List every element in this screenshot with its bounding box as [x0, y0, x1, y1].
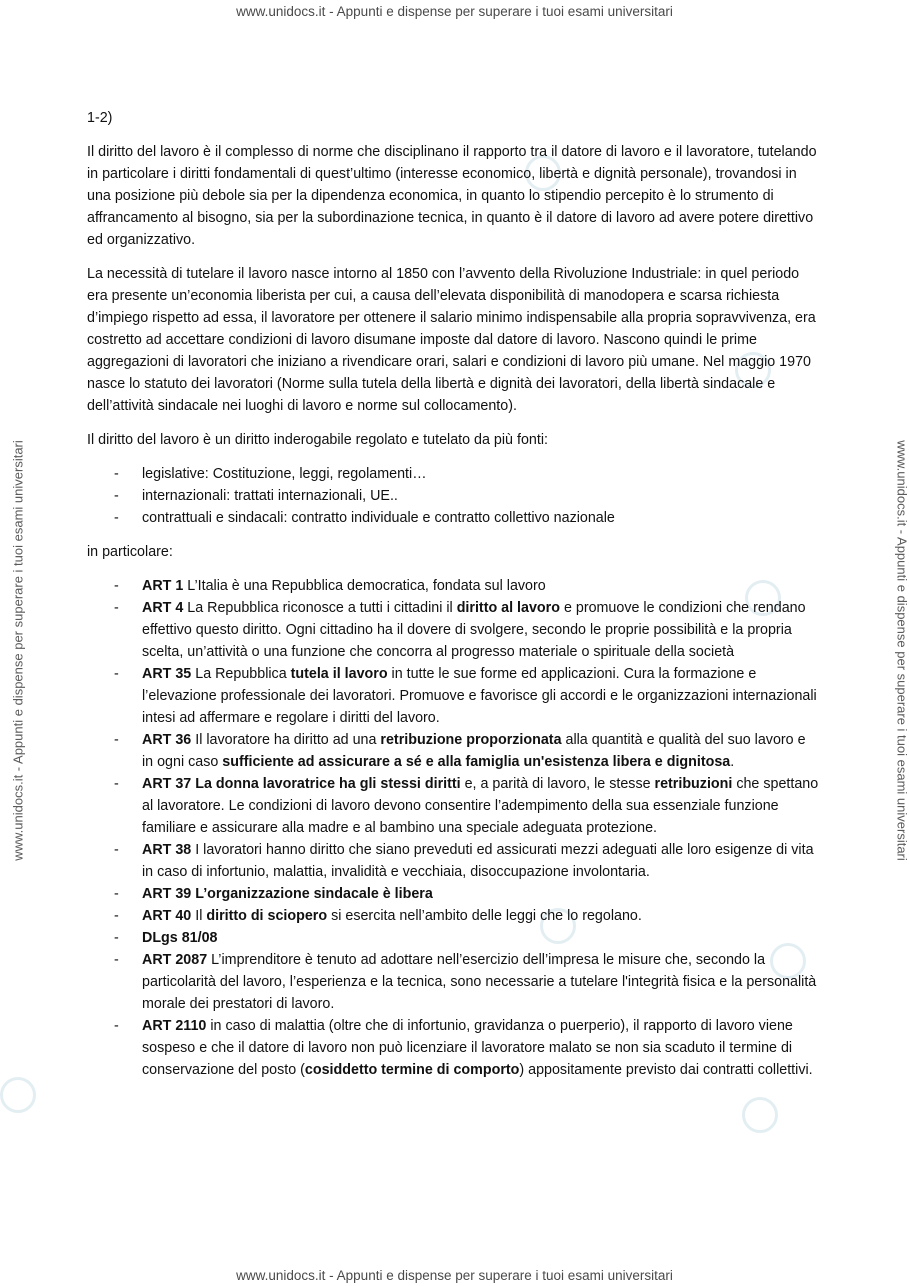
article-item: [87, 883, 820, 905]
bullet-dash: -: [114, 842, 119, 858]
bullet-dash: -: [114, 578, 119, 594]
article-text: Il lavoratore ha diritto ad una: [191, 732, 381, 748]
list-item-text: internazionali: trattati internazionali, UE..: [142, 488, 398, 504]
article-text: che spettano al lavoratore. Le condizioni di lavoro devono consentire l’adempimento della sua essenziale funzione familiare e assicurare alla madre e al bambino una speciale adeguata protezione.: [142, 776, 819, 836]
bold-text: tutela il lavoro: [290, 666, 388, 682]
bold-text: retribuzione proporzionata: [380, 732, 562, 748]
bold-text: ART 35: [142, 666, 192, 682]
bold-text: sufficiente ad assicurare a sé e alla famiglia un'esistenza libera e dignitosa: [222, 754, 731, 770]
list-item: [87, 507, 820, 529]
bold-text: DLgs 81/08: [142, 930, 218, 946]
article-text: .: [730, 754, 735, 770]
article-item: [87, 927, 820, 949]
article-text: in tutte le sue forme ed applicazioni. Cura la formazione e l’elevazione professionale dei lavoratori. Promuove e favorisce gli accordi e le organizzazioni internazionali intesi ad affermare e regolare i diritti del lavoro.: [142, 666, 817, 726]
bold-text: La donna lavoratrice ha gli stessi diritti: [195, 776, 461, 792]
list-item: [87, 485, 820, 507]
article-text: I lavoratori hanno diritto che siano preveduti ed assicurati mezzi adeguati alle loro esigenze di vita in caso di infortunio, malattia, invalidità e vecchiaia, disoccupazione involontaria.: [142, 842, 814, 880]
article-text: L’Italia è una Repubblica democratica, fondata sul lavoro: [183, 578, 546, 594]
bold-text: diritto di sciopero: [206, 908, 328, 924]
paragraph-history: La necessità di tutelare il lavoro nasce intorno al 1850 con l’avvento della Rivoluzione Industriale: in quel periodo era presente un’economia liberista per cui, a causa dell’elevata disponibilità di manodopera e scarsa richiesta d’impiego rispetto ad essa, il lavoratore per ottenere il salario minimo indispensabile alla propria sopravvivenza, era costretto ad accettare condizioni di lavoro disumane imposte dal datore di lavoro. Nascono quindi le prime aggregazioni di lavoratori che iniziano a rivendicare orari, salari e condizioni di lavoro più umane. Nel maggio 1970 nasce lo statuto dei lavoratori (Norme sulla tutela della libertà e dignità dei lavoratori, della libertà sindacale e dell’attività sindacale nei luoghi di lavoro e norme sul collocamento).: [87, 266, 816, 414]
bold-text: ART 40: [142, 908, 192, 924]
list-item-text: legislative: Costituzione, leggi, regolamenti…: [142, 466, 427, 482]
article-text: La Repubblica: [191, 666, 291, 682]
bullet-dash: -: [114, 886, 119, 902]
watermark-bottom: www.unidocs.it - Appunti e dispense per superare i tuoi esami universitari: [236, 1268, 673, 1283]
article-item: [87, 663, 820, 729]
bold-text: ART 1: [142, 578, 184, 594]
bullet-dash: -: [114, 1018, 119, 1034]
article-item: [87, 1015, 820, 1081]
watermark-left: www.unidocs.it - Appunti e dispense per superare i tuoi esami universitari: [10, 440, 26, 861]
bold-text: ART 2110: [142, 1018, 207, 1034]
bullet-dash: -: [114, 466, 119, 482]
watermark-top: www.unidocs.it - Appunti e dispense per superare i tuoi esami universitari: [236, 4, 673, 19]
bold-text: cosiddetto termine di comporto: [304, 1062, 520, 1078]
sources-list: [87, 463, 820, 529]
article-text: e promuove le condizioni che rendano effettivo questo diritto. Ogni cittadino ha il dovere di svolgere, secondo le proprie possibilità e la propria scelta, un’attività o una funzione che concorra al progresso materiale o spirituale della società: [142, 600, 806, 660]
bold-text: ART 37: [142, 776, 192, 792]
article-item: [87, 597, 820, 663]
article-text: Il: [191, 908, 207, 924]
bold-text: diritto al lavoro: [456, 600, 560, 616]
article-text: ) appositamente previsto dai contratti collettivi.: [519, 1062, 813, 1078]
bold-text: ART 2087: [142, 952, 208, 968]
bold-text: ART 38: [142, 842, 192, 858]
article-item: [87, 575, 820, 597]
article-text: alla quantità e qualità del suo lavoro e in ogni caso: [142, 732, 806, 770]
article-text: e, a parità di lavoro, le stesse: [460, 776, 655, 792]
article-text: si esercita nell’ambito delle leggi che lo regolano.: [327, 908, 642, 924]
article-text: L’imprenditore è tenuto ad adottare nell’esercizio dell’impresa le misure che, secondo la particolarità del lavoro, l’esperienza e la tecnica, sono necessarie a tutelare l'integrità fisica e la personalità morale dei prestatori di lavoro.: [142, 952, 817, 1012]
watermark-logo-icon: [742, 1097, 778, 1133]
bullet-dash: -: [114, 732, 119, 748]
bullet-dash: -: [114, 908, 119, 924]
article-item: [87, 905, 820, 927]
bullet-dash: -: [114, 600, 119, 616]
bullet-dash: -: [114, 510, 119, 526]
watermark-logo-icon: [0, 1077, 36, 1113]
articles-list: [87, 575, 820, 1081]
article-text: in caso di malattia (oltre che di infortunio, gravidanza o puerperio), il rapporto di lavoro viene sospeso e che il datore di lavoro non può licenziare il lavoratore malato se non sia scaduto il termine di conservazione del posto (: [142, 1018, 793, 1078]
bold-text: ART 36: [142, 732, 192, 748]
list-item: [87, 463, 820, 485]
bullet-dash: -: [114, 666, 119, 682]
list-item-text: contrattuali e sindacali: contratto individuale e contratto collettivo nazionale: [142, 510, 615, 526]
bold-text: ART 4: [142, 600, 184, 616]
bullet-dash: -: [114, 930, 119, 946]
article-item: [87, 839, 820, 883]
bold-text: ART 39: [142, 886, 192, 902]
paragraph-intro: Il diritto del lavoro è il complesso di norme che disciplinano il rapporto tra il datore di lavoro e il lavoratore, tutelando in particolare i diritti fondamentali di quest’ultimo (interesse economico, libertà e dignità personale), trovandosi in una posizione più debole sia per la dipendenza economica, in quanto lo stipendio percepito è lo strumento di affrancamento al bisogno, sia per la subordinazione tecnica, in quanto è il datore di lavoro ad avere potere direttivo ed organizzativo.: [87, 144, 817, 248]
bullet-dash: -: [114, 952, 119, 968]
bold-text: L’organizzazione sindacale è libera: [195, 886, 433, 902]
article-item: [87, 949, 820, 1015]
article-text: La Repubblica riconosce a tutti i cittadini il: [183, 600, 457, 616]
watermark-right: www.unidocs.it - Appunti e dispense per superare i tuoi esami universitari: [894, 440, 909, 861]
paragraph-in-particolare: in particolare:: [87, 544, 173, 560]
document-body: [87, 107, 820, 1093]
section-number: 1-2): [87, 110, 113, 126]
bullet-dash: -: [114, 488, 119, 504]
bullet-dash: -: [114, 776, 119, 792]
article-item: [87, 773, 820, 839]
article-item: [87, 729, 820, 773]
bold-text: retribuzioni: [654, 776, 733, 792]
paragraph-sources-intro: Il diritto del lavoro è un diritto inderogabile regolato e tutelato da più fonti:: [87, 432, 548, 448]
